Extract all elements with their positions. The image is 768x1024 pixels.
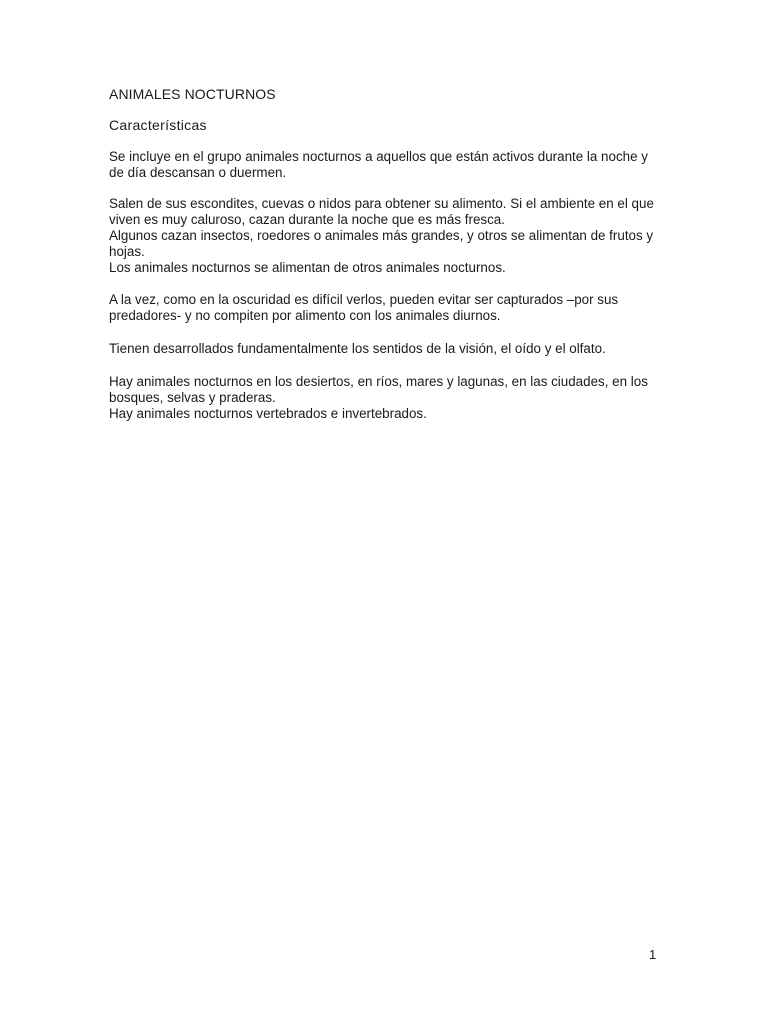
paragraph: Tienen desarrollados fundamentalmente los sentidos de la visión, el oído y el olfato. [109, 341, 606, 356]
document-body [109, 86, 661, 422]
paragraph: A la vez, como en la oscuridad es difícil verlos, pueden evitar ser capturados –por sus predadores- y no compiten por alimento con los animales diurnos. [109, 292, 619, 323]
paragraph: Hay animales nocturnos vertebrados e invertebrados. [109, 406, 427, 421]
section-heading: Características [109, 117, 207, 133]
page-number: 1 [649, 947, 657, 962]
paragraph: Se incluye en el grupo animales nocturnos a aquellos que están activos durante la noche y de día descansan o duermen. [109, 149, 648, 180]
paragraph: Salen de sus escondites, cuevas o nidos para obtener su alimento. Si el ambiente en el que viven es muy caluroso, cazan durante la noche que es más fresca. [109, 196, 654, 227]
document-title: ANIMALES NOCTURNOS [109, 86, 276, 102]
paragraph: Los animales nocturnos se alimentan de otros animales nocturnos. [109, 260, 506, 275]
paragraph: Algunos cazan insectos, roedores o animales más grandes, y otros se alimentan de frutos y hojas. [109, 228, 654, 259]
paragraph: Hay animales nocturnos en los desiertos, en ríos, mares y lagunas, en las ciudades, en los bosques, selvas y praderas. [109, 374, 648, 405]
